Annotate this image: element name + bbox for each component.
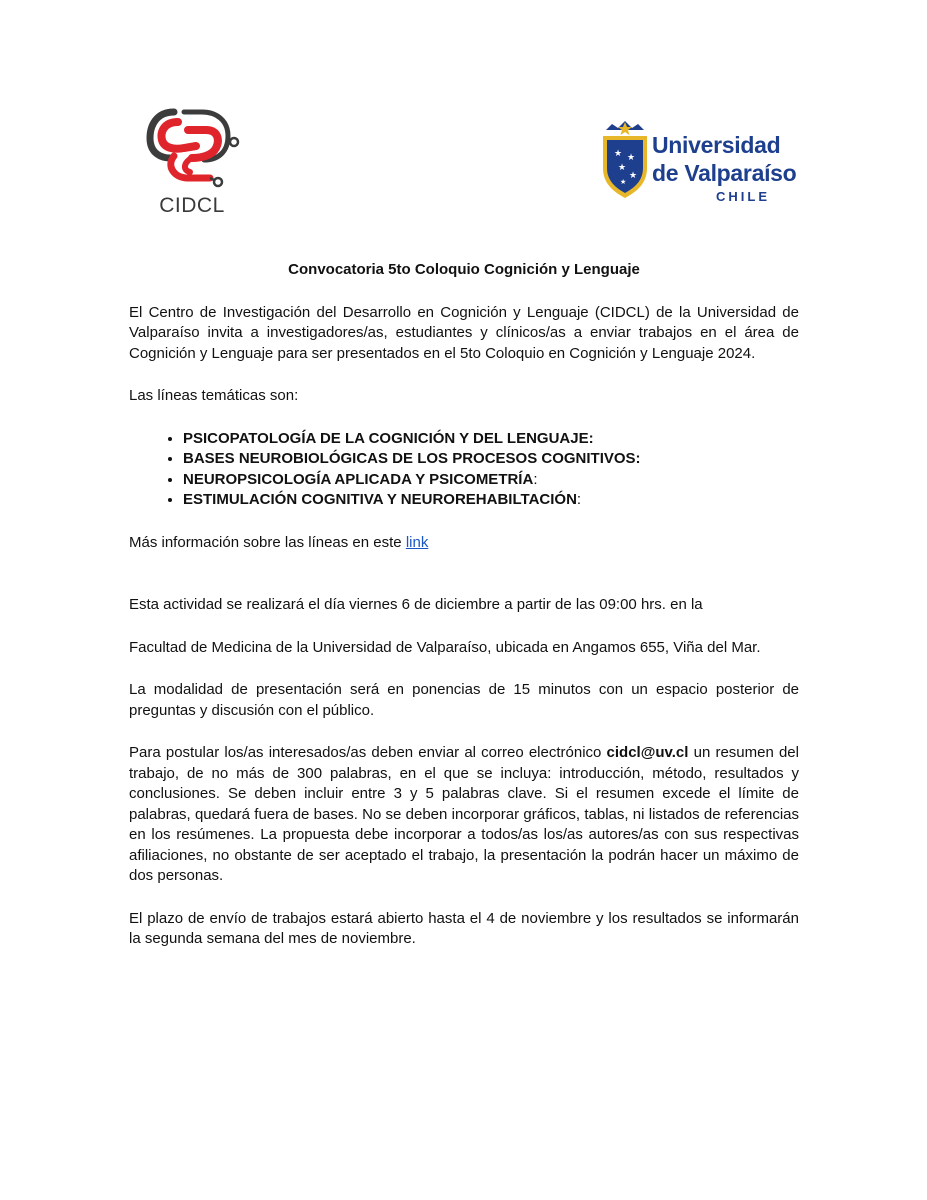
topics-heading: Las líneas temáticas son: (129, 387, 299, 404)
cidcl-emblem-icon (144, 108, 240, 194)
uv-logo-line2: de Valparaíso (652, 160, 797, 186)
intro-paragraph: El Centro de Investigación del Desarrollo en Cognición y Lenguaje (CIDCL) de la Universidad de Valparaíso invita a investigadores/as, estudiantes y clínicos/as a enviar trabajos en el área de Cognición y Lenguaje para ser presentados en el 5to Coloquio en Cognición y Lenguaje 2024. (129, 303, 799, 362)
uv-shield-icon (600, 120, 650, 200)
cidcl-logo (144, 108, 240, 218)
uv-logo (600, 120, 797, 210)
svg-text:★: ★ (627, 153, 636, 163)
deadline-paragraph: El plazo de envío de trabajos estará abierto hasta el 4 de noviembre y los resultados se informarán la segunda semana del mes de noviembre. (129, 909, 799, 947)
cidcl-logo-text: CIDCL (159, 194, 225, 217)
list-item: • ESTIMULACIÓN COGNITIVA Y NEUROREHABILTACIÓN: (183, 490, 799, 511)
date-paragraph: Esta actividad se realizará el día viernes 6 de diciembre a partir de las 09:00 hrs. en la (129, 596, 703, 613)
svg-text:★: ★ (618, 163, 627, 173)
uv-logo-line3: CHILE (716, 189, 770, 204)
list-item: • PSICOPATOLOGÍA DE LA COGNICIÓN Y DEL LENGUAJE: (183, 429, 799, 450)
contact-email: cidcl@uv.cl (606, 744, 689, 761)
topics-list (129, 429, 799, 511)
svg-text:★: ★ (614, 149, 623, 159)
svg-text:★: ★ (620, 178, 627, 186)
list-item: • NEUROPSICOLOGÍA APLICADA Y PSICOMETRÍA: (183, 470, 799, 491)
list-item: • BASES NEUROBIOLÓGICAS DE LOS PROCESOS COGNITIVOS: (183, 449, 799, 470)
apply-paragraph: Para postular los/as interesados/as deben enviar al correo electrónico cidcl@uv.cl un resumen del trabajo, de no más de 300 palabras, en el que se incluya: introducción, método, resultados y conclusiones. Se deben incluir entre 3 y 5 palabras clave. Si el resumen excede el límite de palabras, quedará fuera de bases. No se deben incorporar gráficos, tablas, ni listados de referencias en los resúmenes. La propuesta debe incorporar a todos/as los/as autores/as con sus respectivas afiliaciones, no obstante de ser aceptado el trabajo, la presentación la podrán hacer un máximo de dos personas. (129, 744, 799, 884)
location-paragraph: Facultad de Medicina de la Universidad de Valparaíso, ubicada en Angamos 655, Viña del Mar. (129, 638, 761, 656)
svg-text:★: ★ (629, 171, 638, 181)
document-title: Convocatoria 5to Coloquio Cognición y Lenguaje (288, 261, 640, 278)
document-body (129, 260, 799, 950)
more-info-link[interactable]: link (405, 533, 429, 551)
more-info-paragraph: Más información sobre las líneas en este link (129, 533, 429, 551)
modality-paragraph: La modalidad de presentación será en ponencias de 15 minutos con un espacio posterior de preguntas y discusión con el público. (129, 681, 799, 719)
uv-logo-line1: Universidad (652, 132, 781, 158)
